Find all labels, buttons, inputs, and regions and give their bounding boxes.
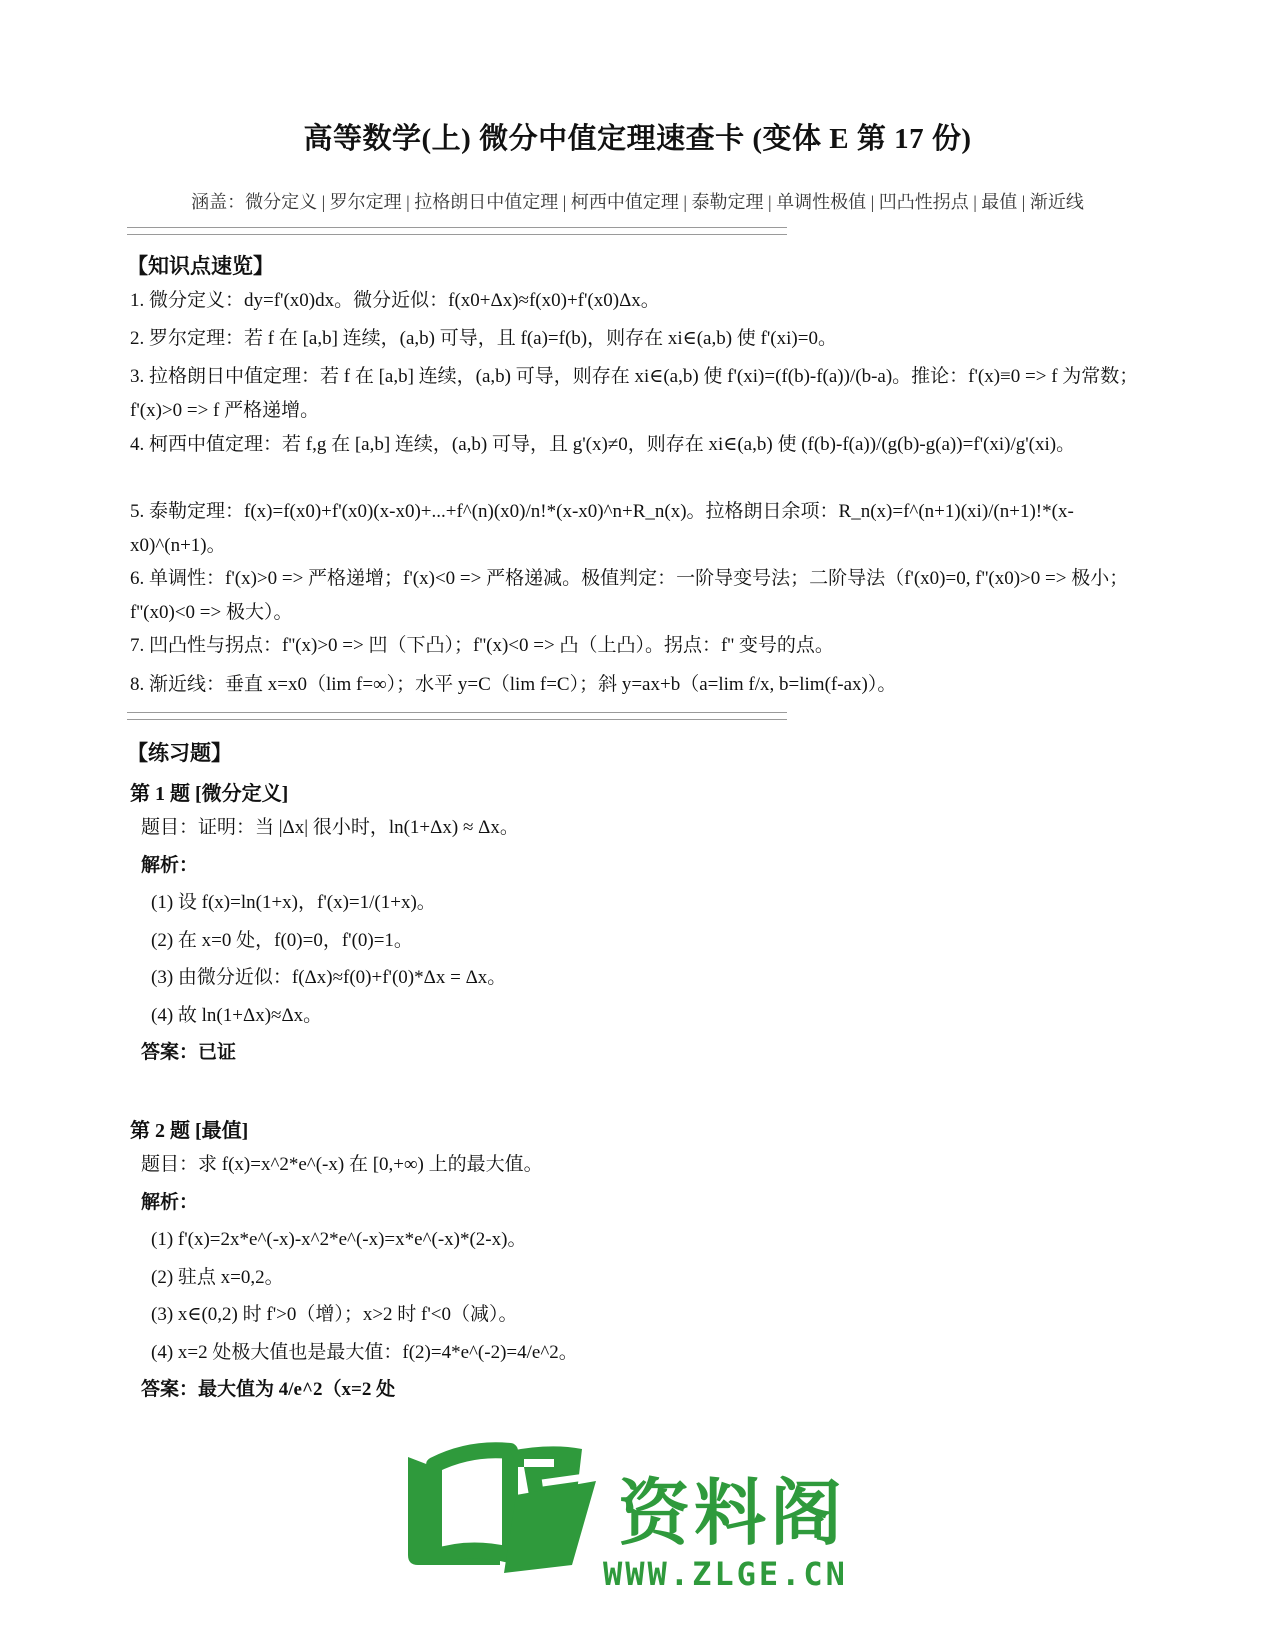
question-2-analysis-label: 解析：	[141, 1192, 199, 1213]
watermark-name: 资料阁	[618, 1471, 847, 1555]
question-1-answer: 答案：已证	[141, 1042, 237, 1063]
divider	[127, 712, 787, 720]
question-1-step-2: (2) 在 x=0 处，f(0)=0，f'(0)=1。	[151, 930, 413, 951]
question-2-step-3: (3) x∈(0,2) 时 f'>0（增）；x>2 时 f'<0（减）。	[151, 1304, 518, 1325]
knowledge-item-6: 6. 单调性：f'(x)>0 => 严格递增；f'(x)<0 => 严格递减。极值判定：一阶导变号法；二阶导法（f'(x0)=0, f''(x0)>0 => 极小；f''(x0)<0 => 极大）。	[130, 568, 1129, 623]
knowledge-item-1: 1. 微分定义：dy=f'(x0)dx。微分近似：f(x0+Δx)≈f(x0)+f'(x0)Δx。	[130, 290, 660, 311]
knowledge-item-2: 2. 罗尔定理：若 f 在 [a,b] 连续，(a,b) 可导，且 f(a)=f(b)，则存在 xi∈(a,b) 使 f'(xi)=0。	[130, 328, 837, 349]
question-2-step-1: (1) f'(x)=2x*e^(-x)-x^2*e^(-x)=x*e^(-x)*(2-x)。	[151, 1229, 527, 1250]
knowledge-item-7: 7. 凹凸性与拐点：f''(x)>0 => 凹（下凸）；f''(x)<0 => 凸（上凸）。拐点：f'' 变号的点。	[130, 635, 834, 656]
question-1-text: 题目：证明：当 |Δx| 很小时，ln(1+Δx) ≈ Δx。	[141, 817, 519, 838]
knowledge-item-8: 8. 渐近线：垂直 x=x0（lim f=∞）；水平 y=C（lim f=C）；斜 y=ax+b（a=lim f/x, b=lim(f-ax)）。	[130, 674, 897, 695]
document-title: 高等数学(上) 微分中值定理速查卡 (变体 E 第 17 份)	[303, 123, 972, 155]
exercises-heading: 【练习题】	[127, 741, 232, 765]
question-2-title: 第 2 题 [最值]	[130, 1120, 249, 1142]
question-1-step-1: (1) 设 f(x)=ln(1+x)，f'(x)=1/(1+x)。	[151, 892, 436, 913]
divider	[127, 227, 787, 235]
question-2-step-4: (4) x=2 处极大值也是最大值：f(2)=4*e^(-2)=4/e^2。	[151, 1342, 578, 1363]
question-1-step-3: (3) 由微分近似：f(Δx)≈f(0)+f'(0)*Δx = Δx。	[151, 967, 507, 988]
knowledge-item-4: 4. 柯西中值定理：若 f,g 在 [a,b] 连续，(a,b) 可导，且 g'(x)≠0，则存在 xi∈(a,b) 使 (f(b)-f(a))/(g(b)-g(a))=f'(xi)/g'(xi)。	[130, 434, 1076, 455]
question-2-text: 题目：求 f(x)=x^2*e^(-x) 在 [0,+∞) 上的最大值。	[141, 1154, 543, 1175]
question-2-step-2: (2) 驻点 x=0,2。	[151, 1267, 284, 1288]
question-1-step-4: (4) 故 ln(1+Δx)≈Δx。	[151, 1005, 323, 1026]
knowledge-heading: 【知识点速览】	[127, 254, 274, 278]
question-1-title: 第 1 题 [微分定义]	[130, 783, 289, 805]
document-subtitle: 涵盖：微分定义 | 罗尔定理 | 拉格朗日中值定理 | 柯西中值定理 | 泰勒定理 | 单调性极值 | 凹凸性拐点 | 最值 | 渐近线	[191, 192, 1084, 212]
question-2-answer: 答案：最大值为 4/e^2（x=2 处	[141, 1379, 396, 1400]
question-1-analysis-label: 解析：	[141, 855, 199, 876]
knowledge-item-5: 5. 泰勒定理：f(x)=f(x0)+f'(x0)(x-x0)+...+f^(n)(x0)/n!*(x-x0)^n+R_n(x)。拉格朗日余项：R_n(x)=f^(n+1)(xi)/(n+1)!*(x-x0)^(n+1)。	[130, 501, 1074, 556]
watermark-url: WWW.ZLGE.CN	[603, 1555, 848, 1593]
knowledge-item-3: 3. 拉格朗日中值定理：若 f 在 [a,b] 连续，(a,b) 可导，则存在 xi∈(a,b) 使 f'(xi)=(f(b)-f(a))/(b-a)。推论：f'(x)≡0 => f 为常数；f'(x)>0 => f 严格递增。	[130, 366, 1139, 421]
